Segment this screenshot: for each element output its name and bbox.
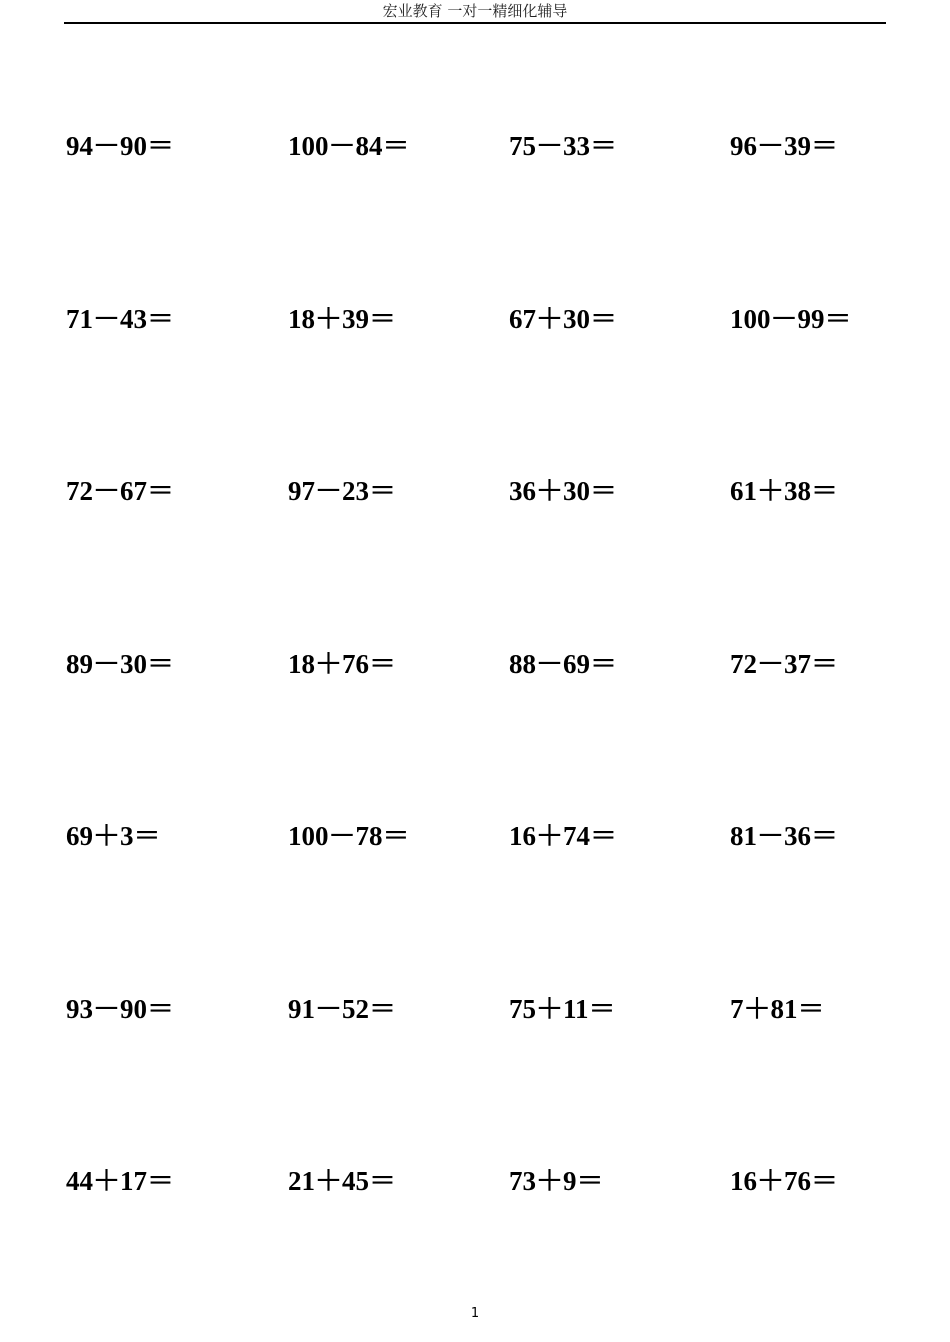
- math-problem: 89－30＝: [66, 648, 174, 679]
- math-problem: 97－23＝: [288, 476, 396, 506]
- math-problem: 94－90＝: [66, 131, 174, 161]
- math-problem: 71－43＝: [66, 303, 174, 334]
- math-problem: 96－39＝: [730, 131, 838, 161]
- math-problem: 100－78＝: [288, 821, 410, 851]
- math-problem: 18＋39＝: [288, 303, 396, 334]
- math-problem: 44＋17＝: [66, 1166, 174, 1196]
- math-problem: 67＋30＝: [509, 303, 617, 334]
- math-problem: 72－67＝: [66, 476, 174, 506]
- math-problem: 36＋30＝: [509, 476, 617, 506]
- math-problem: 93－90＝: [66, 993, 174, 1024]
- math-problem: 16＋76＝: [730, 1166, 838, 1196]
- math-problem: 61＋38＝: [730, 476, 838, 506]
- math-problem: 21＋45＝: [288, 1166, 396, 1196]
- math-problem: 7＋81＝: [730, 993, 825, 1024]
- page-number: 1: [470, 1306, 480, 1321]
- math-problem: 75＋11＝: [509, 993, 616, 1024]
- problem-grid: [66, 128, 926, 1336]
- problem-row: [66, 646, 926, 819]
- math-problem: 73＋9＝: [509, 1166, 604, 1196]
- math-problem: 18＋76＝: [288, 648, 396, 679]
- math-problem: 69＋3＝: [66, 821, 161, 851]
- math-problem: 16＋74＝: [509, 821, 617, 851]
- problem-row: [66, 818, 926, 991]
- math-problem: 88－69＝: [509, 648, 617, 679]
- problem-row: [66, 991, 926, 1164]
- math-problem: 75－33＝: [509, 131, 617, 161]
- math-problem: 100－99＝: [730, 303, 852, 334]
- page-header: [64, 0, 886, 24]
- math-problem: 91－52＝: [288, 993, 396, 1024]
- header-title: 宏业教育 一对一精细化辅导: [382, 2, 568, 20]
- problem-row: [66, 301, 926, 474]
- math-problem: 100－84＝: [288, 131, 410, 161]
- problem-row: [66, 473, 926, 646]
- math-problem: 81－36＝: [730, 821, 838, 851]
- problem-row: [66, 128, 926, 301]
- math-problem: 72－37＝: [730, 648, 838, 679]
